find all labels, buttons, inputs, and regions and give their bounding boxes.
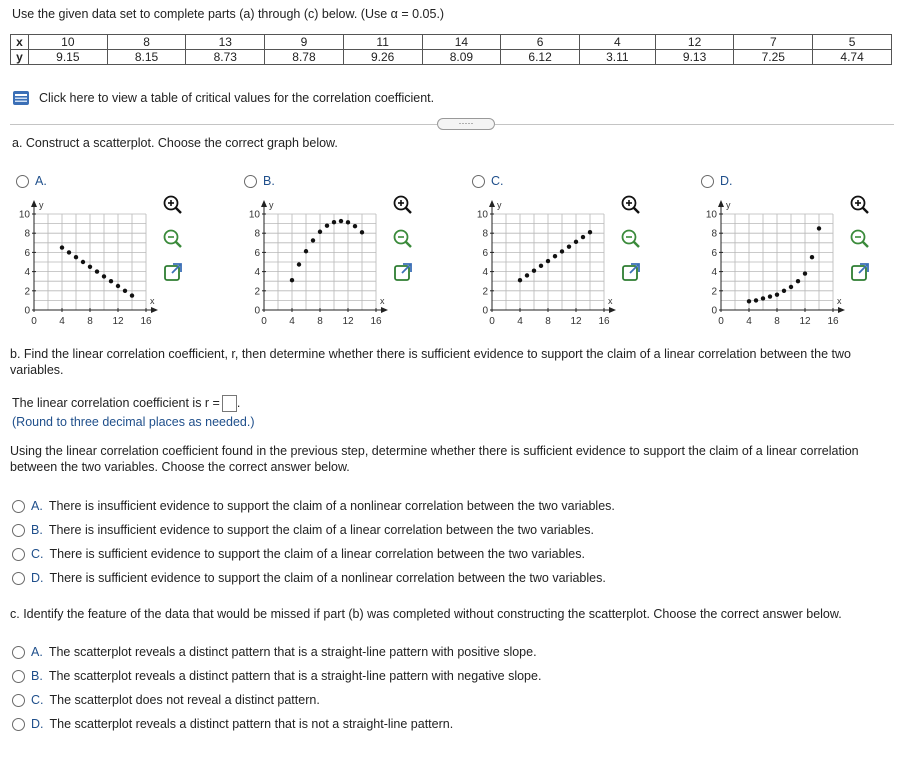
x-tick-label: 4 <box>746 316 752 327</box>
x-tick-label: 12 <box>342 316 354 327</box>
x-cell: 6 <box>501 35 580 50</box>
part-c-prompt: c. Identify the feature of the data that would be missed if part (b) was completed without constructing the scatterplot. Choose the correct answer below. <box>10 607 842 621</box>
part-b-prompt: b. Find the linear correlation coefficient, r, then determine whether there is sufficient evidence to support the claim of a linear correlation between the two variables. <box>10 347 851 377</box>
x-axis-label: x <box>837 296 842 306</box>
x-tick-label: 4 <box>59 316 65 327</box>
graph-option-c[interactable] <box>468 172 658 332</box>
data-point <box>88 265 92 269</box>
y-cell: 6.12 <box>501 50 580 65</box>
option-letter: C. <box>31 547 44 561</box>
table-icon <box>12 90 30 106</box>
radio-button[interactable] <box>701 175 714 188</box>
data-point <box>304 249 308 253</box>
data-point <box>532 268 536 272</box>
data-point <box>525 273 529 277</box>
zoom-in-icon[interactable] <box>162 194 184 216</box>
y-tick-label: 6 <box>24 247 30 259</box>
divider-left <box>10 124 437 125</box>
scatterplot <box>240 190 390 340</box>
x-tick-label: 0 <box>489 316 495 327</box>
r-answer-row: The linear correlation coefficient is r = . <box>12 395 240 412</box>
data-point <box>581 235 585 239</box>
option-letter: A. <box>31 499 43 513</box>
x-cell: 4 <box>579 35 655 50</box>
zoom-in-icon[interactable] <box>392 194 414 216</box>
y-tick-label: 0 <box>711 305 717 317</box>
data-point <box>332 220 336 224</box>
radio-button[interactable] <box>12 670 25 683</box>
y-axis-label: y <box>497 200 502 210</box>
data-point <box>102 274 106 278</box>
data-point <box>810 255 814 259</box>
data-point <box>325 224 329 228</box>
y-cell: 8.78 <box>265 50 344 65</box>
y-cell: 8.73 <box>186 50 265 65</box>
y-tick-label: 0 <box>24 305 30 317</box>
y-tick-label: 6 <box>254 247 260 259</box>
y-cell: 7.25 <box>734 50 813 65</box>
data-point <box>775 292 779 296</box>
data-point <box>311 238 315 242</box>
y-tick-label: 4 <box>482 267 488 279</box>
y-tick-label: 6 <box>482 247 488 259</box>
option-letter: A. <box>31 645 43 659</box>
option-letter: A. <box>35 174 47 188</box>
data-point <box>761 296 765 300</box>
part-c-option-a[interactable] <box>12 645 541 659</box>
radio-button[interactable] <box>16 175 29 188</box>
zoom-out-icon[interactable] <box>620 228 642 250</box>
x-axis-label: x <box>608 296 613 306</box>
zoom-in-icon[interactable] <box>620 194 642 216</box>
x-axis-label: x <box>150 296 155 306</box>
critical-values-link[interactable] <box>12 90 434 106</box>
x-tick-label: 4 <box>289 316 295 327</box>
x-tick-label: 8 <box>545 316 551 327</box>
x-tick-label: 12 <box>799 316 811 327</box>
popout-icon[interactable] <box>162 261 184 283</box>
zoom-out-icon[interactable] <box>162 228 184 250</box>
radio-button[interactable] <box>244 175 257 188</box>
option-text: The scatterplot reveals a distinct pattern that is a straight-line pattern with negative slope. <box>48 669 542 683</box>
data-point <box>95 269 99 273</box>
y-tick-label: 6 <box>711 247 717 259</box>
data-point <box>567 244 571 248</box>
data-table <box>10 34 892 65</box>
y-tick-label: 4 <box>254 267 260 279</box>
option-text: There is sufficient evidence to support the claim of a nonlinear correlation between the two variables. <box>49 571 606 585</box>
x-cell: 7 <box>734 35 813 50</box>
x-cell: 8 <box>107 35 186 50</box>
y-axis-arrow <box>489 200 495 207</box>
graph-option-label[interactable] <box>244 174 275 188</box>
x-tick-label: 16 <box>370 316 382 327</box>
data-point <box>817 226 821 230</box>
x-axis-label: x <box>380 296 385 306</box>
x-cell: 5 <box>813 35 892 50</box>
graph-option-label[interactable] <box>701 174 733 188</box>
y-axis-arrow <box>261 200 267 207</box>
data-point <box>796 279 800 283</box>
table-row-x <box>11 35 892 50</box>
data-point <box>116 284 120 288</box>
x-tick-label: 8 <box>87 316 93 327</box>
radio-button[interactable] <box>12 572 25 585</box>
x-tick-label: 8 <box>317 316 323 327</box>
popout-icon[interactable] <box>620 261 642 283</box>
data-point <box>130 293 134 297</box>
r-label: The linear correlation coefficient is r = <box>12 395 220 410</box>
y-axis-arrow <box>31 200 37 207</box>
part-b-followup: Using the linear correlation coefficient found in the previous step, determine whether there is sufficient evidence to support the claim of a linear correlation between the two variables. Choose the correct answer below. <box>10 444 859 474</box>
x-tick-label: 8 <box>774 316 780 327</box>
part-c-option-c[interactable] <box>12 693 541 707</box>
data-point <box>754 298 758 302</box>
y-tick-label: 2 <box>482 286 488 298</box>
y-tick-label: 10 <box>476 209 488 221</box>
part-b-option-b[interactable] <box>12 523 615 537</box>
data-point <box>297 262 301 266</box>
radio-button[interactable] <box>12 524 25 537</box>
data-point <box>560 249 564 253</box>
critical-values-link-text[interactable]: Click here to view a table of critical values for the correlation coefficient. <box>39 91 435 105</box>
y-tick-label: 8 <box>24 228 30 240</box>
x-tick-label: 16 <box>140 316 152 327</box>
option-letter: C. <box>491 174 504 188</box>
data-point <box>109 279 113 283</box>
data-point <box>74 255 78 259</box>
data-point <box>768 294 772 298</box>
part-c-option-d[interactable] <box>12 717 541 731</box>
x-cell: 10 <box>29 35 108 50</box>
y-cell: 3.11 <box>579 50 655 65</box>
data-point <box>123 289 127 293</box>
option-text: There is insufficient evidence to support the claim of a nonlinear correlation between the two variables. <box>48 499 615 513</box>
data-point <box>81 260 85 264</box>
data-point <box>553 254 557 258</box>
y-axis-arrow <box>718 200 724 207</box>
data-point <box>546 259 550 263</box>
part-a-prompt: a. Construct a scatterplot. Choose the correct graph below. <box>12 136 338 150</box>
data-point <box>789 285 793 289</box>
option-text: The scatterplot reveals a distinct pattern that is a straight-line pattern with positive slope. <box>48 645 537 659</box>
data-point <box>318 230 322 234</box>
graph-option-d[interactable] <box>697 172 887 332</box>
y-cell: 4.74 <box>813 50 892 65</box>
y-cell: 8.09 <box>422 50 501 65</box>
radio-button[interactable] <box>12 694 25 707</box>
y-tick-label: 2 <box>254 286 260 298</box>
popout-icon[interactable] <box>849 261 871 283</box>
x-cell: 12 <box>655 35 734 50</box>
data-point <box>360 230 364 234</box>
radio-button[interactable] <box>472 175 485 188</box>
y-tick-label: 10 <box>18 209 30 221</box>
radio-button[interactable] <box>12 718 25 731</box>
y-tick-label: 2 <box>24 286 30 298</box>
y-cell: 9.13 <box>655 50 734 65</box>
data-point <box>747 299 751 303</box>
x-axis-arrow <box>381 307 388 313</box>
scatterplot <box>468 190 618 340</box>
radio-button[interactable] <box>12 548 25 561</box>
x-tick-label: 12 <box>570 316 582 327</box>
data-point <box>60 245 64 249</box>
y-cell: 9.26 <box>343 50 422 65</box>
part-c-option-b[interactable] <box>12 669 541 683</box>
x-tick-label: 16 <box>598 316 610 327</box>
y-header: y <box>11 50 29 65</box>
y-cell: 9.15 <box>29 50 108 65</box>
data-point <box>346 220 350 224</box>
divider-right <box>495 124 894 125</box>
x-tick-label: 0 <box>31 316 37 327</box>
y-cell: 8.15 <box>107 50 186 65</box>
x-axis-arrow <box>609 307 616 313</box>
zoom-in-icon[interactable] <box>849 194 871 216</box>
option-letter: B. <box>31 669 43 683</box>
x-cell: 13 <box>186 35 265 50</box>
option-text: The scatterplot reveals a distinct pattern that is not a straight-line pattern. <box>49 717 454 731</box>
part-c-choices <box>12 645 541 741</box>
y-axis-label: y <box>726 200 731 210</box>
y-tick-label: 8 <box>482 228 488 240</box>
scatterplot <box>697 190 847 340</box>
table-row-y <box>11 50 892 65</box>
y-tick-label: 4 <box>24 267 30 279</box>
data-point <box>339 219 343 223</box>
x-axis-arrow <box>151 307 158 313</box>
scatterplot <box>10 190 160 340</box>
x-tick-label: 16 <box>827 316 839 327</box>
x-tick-label: 0 <box>261 316 267 327</box>
data-point <box>539 264 543 268</box>
y-tick-label: 8 <box>254 228 260 240</box>
instructions: Use the given data set to complete parts (a) through (c) below. (Use α = 0.05.) <box>12 7 445 21</box>
data-point <box>353 224 357 228</box>
option-letter: D. <box>720 174 733 188</box>
data-point <box>67 250 71 254</box>
y-tick-label: 8 <box>711 228 717 240</box>
option-text: There is insufficient evidence to support the claim of a linear correlation between the two variables. <box>48 523 595 537</box>
option-letter: D. <box>31 717 44 731</box>
x-tick-label: 4 <box>517 316 523 327</box>
expand-button[interactable]: ····· <box>437 118 495 130</box>
part-b-option-a[interactable] <box>12 499 615 513</box>
graph-option-label[interactable] <box>472 174 504 188</box>
data-point <box>290 278 294 282</box>
option-text: There is sufficient evidence to support the claim of a linear correlation between the two variables. <box>49 547 585 561</box>
y-tick-label: 2 <box>711 286 717 298</box>
y-tick-label: 4 <box>711 267 717 279</box>
y-tick-label: 0 <box>254 305 260 317</box>
data-point <box>588 230 592 234</box>
x-tick-label: 12 <box>112 316 124 327</box>
graph-option-label[interactable] <box>16 174 47 188</box>
zoom-out-icon[interactable] <box>392 228 414 250</box>
r-input[interactable] <box>222 395 237 412</box>
option-text: The scatterplot does not reveal a distinct pattern. <box>49 693 320 707</box>
option-letter: B. <box>263 174 275 188</box>
y-tick-label: 0 <box>482 305 488 317</box>
x-tick-label: 0 <box>718 316 724 327</box>
zoom-out-icon[interactable] <box>849 228 871 250</box>
option-letter: B. <box>31 523 43 537</box>
data-point <box>782 289 786 293</box>
x-cell: 14 <box>422 35 501 50</box>
data-point <box>574 240 578 244</box>
radio-button[interactable] <box>12 646 25 659</box>
graph-option-b[interactable] <box>240 172 430 332</box>
graph-option-a[interactable] <box>10 172 200 332</box>
x-cell: 11 <box>343 35 422 50</box>
x-cell: 9 <box>265 35 344 50</box>
option-letter: C. <box>31 693 44 707</box>
round-note: (Round to three decimal places as needed.) <box>12 415 255 429</box>
popout-icon[interactable] <box>392 261 414 283</box>
radio-button[interactable] <box>12 500 25 513</box>
y-axis-label: y <box>39 200 44 210</box>
part-b-option-c[interactable] <box>12 547 615 561</box>
data-point <box>803 271 807 275</box>
data-point <box>518 278 522 282</box>
part-b-option-d[interactable] <box>12 571 615 585</box>
y-tick-label: 10 <box>705 209 717 221</box>
y-axis-label: y <box>269 200 274 210</box>
part-b-choices <box>12 499 615 595</box>
x-axis-arrow <box>838 307 845 313</box>
y-tick-label: 10 <box>248 209 260 221</box>
x-header: x <box>11 35 29 50</box>
option-letter: D. <box>31 571 44 585</box>
